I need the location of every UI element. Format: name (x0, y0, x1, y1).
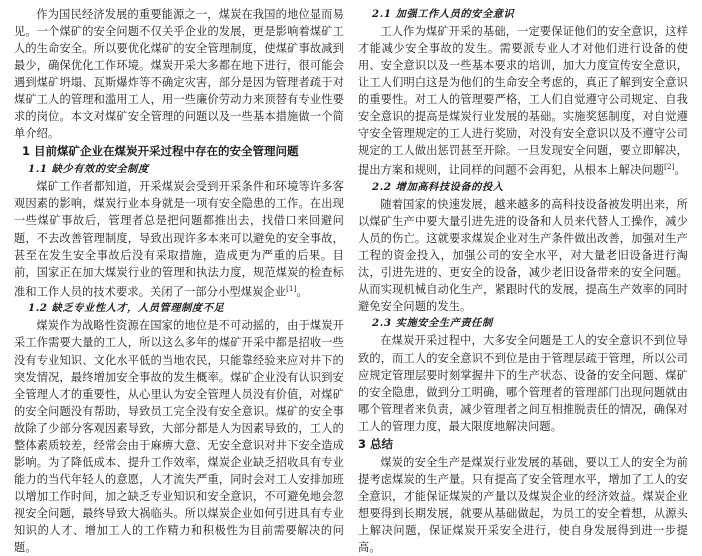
subsection-1-1-heading: 1.1 缺少有效的安全制度 (28, 163, 149, 176)
subsection-2-1-text (358, 23, 688, 179)
subsection-2-1-body: 工人作为煤矿开采的基础，一定要保证他们的安全意识，这样才能减少安全事故的发生。需要派专业人才对他们进行设备的使用、安全意识以及一些基本要求的培训，加大力度宣传安全意识，让工人们明白这是为他们的生命安全考虑的，真正了解到安全意识的重要性。对工人的管理要严格，工人们自觉遵守公司规定、自我安全意识的提高是煤炭行业发展的基础。实施奖惩制度，对自觉遵守安全管理规定的工人进行奖励，对没有安全意识以及不遵守公司规定的工人做出惩罚甚至开除。一旦发现安全问题，要立即解决，提出方案和规则，让同样的问题不会再犯，从根本上解决问题 (358, 25, 688, 178)
citation-1: [1] (286, 284, 297, 293)
left-column (14, 6, 344, 555)
subsection-1-1-end: 。 (296, 285, 308, 299)
subsection-2-2-text: 随着国家的快速发展，越来越多的高科技设备被发明出来，所以煤矿生产中要大量引进先进的设备和人员来代替人工操作，减少人员的伤亡。这就要求煤炭企业对生产条件做出改善，加强对生产工程的资金投入，加强公司的安全水平，对大量老旧设备进行淘汰，引进先进的、更安全的设备，减少老旧设备带来的安全问题。从而实现机械自动化生产，紧跟时代的发展，提高生产效率的同时避免安全问题的发生。 (358, 198, 688, 314)
subsection-2-1-end: 。 (674, 164, 686, 178)
subsection-1-1-body: 煤矿工作者都知道，开采煤炭会受到开采条件和环境等许多客观因素的影响，煤炭行业本身就是一项有安全隐患的工作。在出现一些煤矿事故后，管理者总是把问题都推出去，找借口来回避问题，不去改善管理制度，导致出现许多本来可以避免的安全事故，甚至在发生安全事故后没有采取措施，造成更为严重的后果。目前，国家正在加大煤炭行业的管理和执法力度，规范煤炭的检查标准和工作人员的技术要求。关闭了一部分小型煤炭企业 (14, 180, 344, 299)
intro-paragraph: 作为国民经济发展的重要能源之一，煤炭在我国的地位显而易见。一个煤矿的安全问题不仅关乎企业的发展，更是影响着煤矿工人的生命安全。所以要优化煤矿的安全管理制度，使煤矿事故减到最少，确保优化工作环境。煤炭开采大多都在地下进行，很可能会遇到煤矿坍塌、瓦斯爆炸等不确定灾害，部分是因为管理者疏于对煤矿工人的管理和滥用工人，用一些廉价劳动力来顶替有专业性要求的岗位。本文对煤矿安全管理的问题以及一些基本措施做一个简单介绍。 (14, 8, 344, 141)
section-1-heading: 1 目前煤矿企业在煤炭开采过程中存在的安全管理问题 (22, 144, 299, 159)
subsection-1-2-text: 煤炭作为战略性资源在国家的地位是不可动摇的，由于煤炭开采工作需要大量的工人，所以这么多年的煤矿开采中都是招收一些没有专业知识、文化水平低的当地农民，只能靠经验来应对井下的突发情况，最终增加安全事故的发生概率。煤矿企业没有认识到安全管理人才的重要性，从心里认为安全管理人员没有价值，对煤矿的安全问题没有帮助，导致员工完全没有安全意识。煤矿的安全事故除了少部分客观因素导致，大部分都是人为因素导致的，工人的整体素质较差，经常会由于麻痹大意、无安全意识对井下安全造成影响。为了降低成本、提升工作效率，煤炭企业缺乏招收具有专业能力的当代年轻人的意愿，人才流失严重，同时会对工人安排加班以增加工作时间，加之缺乏专业知识和安全意识，不可避免地会忽视安全问题，最终导致大祸临头。所以煤炭企业如何引进具有专业知识的人才、增加工人的工作精力和积极性为目前需要解决的问题。 (14, 319, 344, 555)
subsection-2-2-heading: 2.2 增加高科技设备的投入 (372, 181, 504, 194)
subsection-2-3-heading: 2.3 实施安全生产责任制 (372, 317, 493, 330)
section-3-heading: 3 总结 (358, 436, 394, 451)
section-3-text: 煤炭的安全生产是煤炭行业发展的基础，要以工人的安全为前提考虑煤炭的生产量。只有提高了安全管理水平，增加了工人的安全意识，才能保证煤炭的产量以及煤炭企业的经济效益。煤炭企业想要得到长期发展，就要从基础做起，为员工的安全着想，从源头上解决问题，保证煤炭开采安全进行，使自身发展得到进一步提高。 (358, 455, 688, 554)
subsection-1-1-text (14, 178, 344, 300)
subsection-1-2-heading: 1.2 缺乏专业性人才，人员管理制度不足 (28, 302, 225, 315)
right-column (358, 6, 688, 554)
citation-2: [2] (664, 163, 675, 172)
subsection-2-3-text: 在煤炭开采过程中，大多安全问题是工人的安全意识不到位导致的，而工人的安全意识不到位是由于管理层疏于管理，所以公司应规定管理层要时刻掌握井下的生产状态、设备的安全问题、煤矿的安全隐患，做到分工明确，哪个管理者的管理部门出现问题就由哪个管理者来负责，减少管理者之间互相推脱责任的情况，确保对工人的管理力度，最大限度地解决问题。 (358, 334, 688, 433)
subsection-2-1-heading: 2.1 加强工作人员的安全意识 (372, 8, 515, 20)
